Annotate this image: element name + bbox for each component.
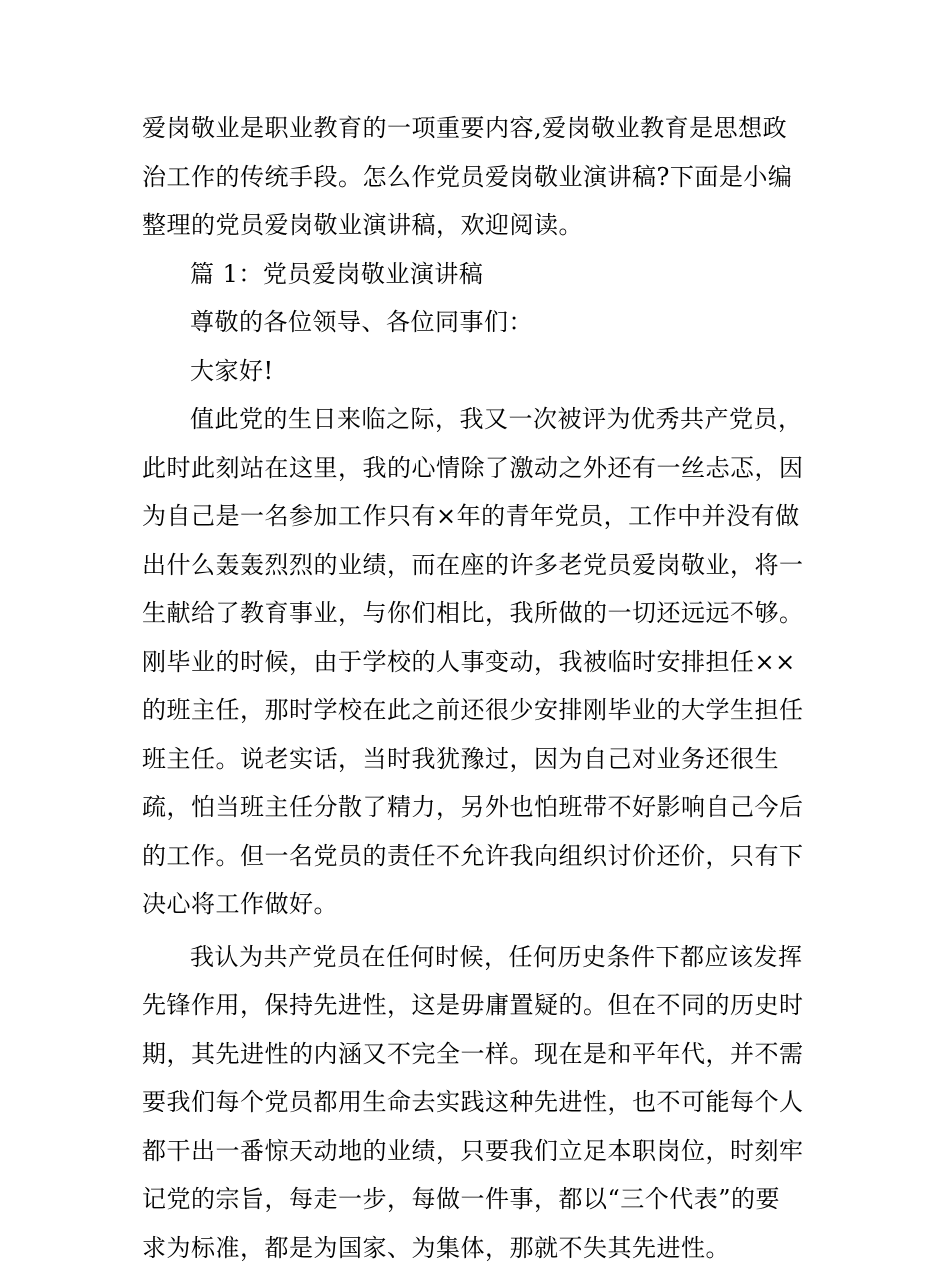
text-line: 的班主任，那时学校在此之前还很少安排刚毕业的大学生担任 — [142, 686, 812, 735]
text-line: 篇 1：党员爱岗敬业演讲稿 — [142, 250, 812, 299]
text-line: 要我们每个党员都用生命去实践这种先进性，也不可能每个人 — [142, 1078, 812, 1127]
text-line: 爱岗敬业是职业教育的一项重要内容,爱岗敬业教育是思想政 — [142, 104, 812, 153]
text-line: 整理的党员爱岗敬业演讲稿，欢迎阅读。 — [142, 201, 812, 250]
text-line: 期，其先进性的内涵又不完全一样。现在是和平年代，并不需 — [142, 1030, 812, 1079]
intro-paragraph — [142, 104, 812, 250]
text-line: 为自己是一名参加工作只有×年的青年党员，工作中并没有做 — [142, 492, 812, 541]
greeting — [142, 347, 812, 396]
text-line: 决心将工作做好。 — [142, 880, 812, 929]
text-line: 记党的宗旨，每走一步，每做一件事，都以“三个代表”的要 — [142, 1175, 812, 1224]
body-paragraph-1 — [142, 395, 812, 929]
text-line: 治工作的传统手段。怎么作党员爱岗敬业演讲稿?下面是小编 — [142, 153, 812, 202]
text-line: 出什么轰轰烈烈的业绩，而在座的许多老党员爱岗敬业，将一 — [142, 541, 812, 590]
text-line: 的工作。但一名党员的责任不允许我向组织讨价还价，只有下 — [142, 832, 812, 881]
text-line: 疏，怕当班主任分散了精力，另外也怕班带不好影响自己今后 — [142, 783, 812, 832]
text-line: 我认为共产党员在任何时候，任何历史条件下都应该发挥 — [142, 933, 812, 982]
document-body — [142, 104, 812, 1272]
text-line: 尊敬的各位领导、各位同事们： — [142, 298, 812, 347]
section-title — [142, 250, 812, 299]
text-line: 先锋作用，保持先进性，这是毋庸置疑的。但在不同的历史时 — [142, 981, 812, 1030]
text-line: 都干出一番惊天动地的业绩，只要我们立足本职岗位，时刻牢 — [142, 1127, 812, 1176]
text-line: 班主任。说老实话，当时我犹豫过，因为自己对业务还很生 — [142, 735, 812, 784]
text-line: 刚毕业的时候，由于学校的人事变动，我被临时安排担任×× — [142, 638, 812, 687]
text-line: 大家好! — [142, 347, 812, 396]
salutation — [142, 298, 812, 347]
text-line: 值此党的生日来临之际，我又一次被评为优秀共产党员， — [142, 395, 812, 444]
text-line: 生献给了教育事业，与你们相比，我所做的一切还远远不够。 — [142, 589, 812, 638]
body-paragraph-2 — [142, 933, 812, 1272]
text-line: 此时此刻站在这里，我的心情除了激动之外还有一丝忐忑，因 — [142, 444, 812, 493]
text-line: 求为标准，都是为国家、为集体，那就不失其先进性。 — [142, 1224, 812, 1272]
